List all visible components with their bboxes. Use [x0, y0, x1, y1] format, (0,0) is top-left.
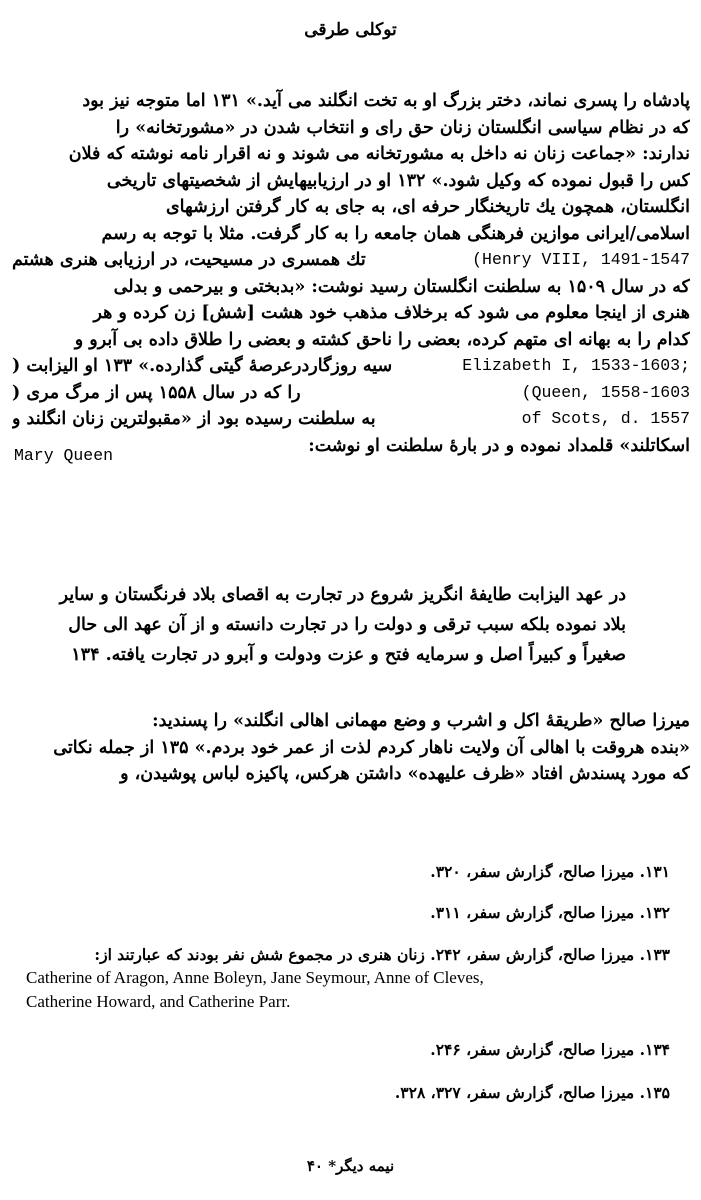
running-header: توکلی طرقی: [304, 20, 397, 40]
text-line: کس را قبول نموده که وکیل شود.» ۱۳۲ او در ارزیابیهایش از شخصیتهای تاریخی: [106, 170, 690, 191]
text-fragment-latin: Elizabeth I, 1533-1603;: [462, 356, 690, 375]
quote-line: صغیراً و کبیراً اصل و سرمایه فتح و عزت ودولت و آبرو در تجارت یافته. ۱۳۴: [71, 645, 626, 665]
footnotes: [12, 0, 690, 1200]
footnote-132: ۱۳۲. میرزا صالح، گزارش سفر، ۳۱۱.: [430, 903, 670, 922]
footnote-133-names-line-1: Catherine of Aragon, Anne Boleyn, Jane Seymour, Anne of Cleves,: [26, 968, 484, 987]
text-fragment-fa: سیه روزگاردرعرصهٔ گیتی گذارده.» ۱۳۳ او الیزابت (: [12, 356, 393, 376]
page-footer: نیمه دیگر* ۴۰: [306, 1157, 395, 1175]
footnote-135: ۱۳۵. میرزا صالح، گزارش سفر، ۳۲۷، ۳۲۸.: [394, 1083, 670, 1102]
text-line: انگلستان، همچون یك تاریخنگار حرفه ای، به جای به کار گرفتن ارزشهای: [165, 197, 690, 217]
footnote-131: ۱۳۱. میرزا صالح، گزارش سفر، ۳۲۰.: [430, 862, 670, 881]
footnote-134: ۱۳۴. میرزا صالح، گزارش سفر، ۲۴۶.: [430, 1040, 670, 1059]
text-line: پادشاه را پسری نماند، دختر بزرگ او به تخت انگلند می آید.» ۱۳۱ اما متوجه نیز بود: [82, 91, 690, 111]
text-line: ندارند: «جماعت زنان نه داخل به مشورتخانه می شوند و نه اقرار نامه نوشته که فلان: [68, 144, 690, 164]
text-fragment-fa: به سلطنت رسیده بود از «مقبولترین زنان انگلند و: [12, 409, 376, 429]
text-fragment-fa: را که در سال ۱۵۵۸ پس از مرگ مری (: [12, 382, 301, 403]
text-line: «بنده هروقت با اهالی آن ولایت ناهار کردم لذت از عمر خود بردم.» ۱۳۵ از جمله نکاتی: [53, 737, 690, 758]
text-fragment-latin: (Henry VIII, 1491-1547: [472, 250, 690, 269]
text-fragment-fa: تك همسری در مسیحیت، در ارزیابی هنری هشتم: [12, 250, 366, 270]
text-line: هنری از اینجا معلوم می شود که برخلاف مذهب خود هشت [شش] زن کرده و هر: [93, 303, 690, 323]
text-line: کدام را به بهانه ای متهم کرده، بعضی را ناحق کشته و بعضی را طلاق داده بی آبرو و: [74, 329, 690, 350]
text-fragment-latin: of Scots, d. 1557: [521, 409, 690, 428]
text-line: اسلامی/ایرانی موازین فرهنگی همان جامعه را به کار گرفت. مثلا با توجه به رسم: [101, 223, 690, 244]
quote-line: در عهد الیزابت طایفهٔ انگریز شروع در تجارت به اقصای بلاد فرنگستان و سایر: [59, 585, 626, 605]
text-line: که در نظام سیاسی انگلستان زنان حق رای و انتخاب شدن در «مشورتخانه» را: [115, 117, 690, 138]
footnote-133: ۱۳۳. میرزا صالح، گزارش سفر، ۲۴۲. زنان هنری در مجموع شش نفر بودند که عبارتند از:: [94, 945, 670, 964]
quote-line: بلاد نموده بلکه سبب ترقی و دولت را در تجارت دانسته و از آن عهد الی حال: [68, 615, 626, 635]
text-fragment-latin: (Queen, 1558-1603: [521, 382, 690, 402]
text-line: اسکاتلند» قلمداد نموده و در بارهٔ سلطنت او نوشت:: [308, 435, 690, 456]
text-fragment-latin: Mary Queen: [14, 446, 114, 465]
footnote-133-names-line-2: Catherine Howard, and Catherine Parr.: [26, 992, 291, 1011]
text-line: که در سال ۱۵۰۹ به سلطنت انگلستان رسید نوشت: «بدبختی و بیرحمی و بدلی: [113, 276, 690, 297]
text-line: میرزا صالح «طریقهٔ اکل و اشرب و وضع مهمانی اهالی انگلند» را پسندید:: [152, 711, 690, 731]
text-line: که مورد پسندش افتاد «ظرف علیهده» داشتن هرکس، پاکیزه لباس پوشیدن، و: [120, 764, 690, 784]
